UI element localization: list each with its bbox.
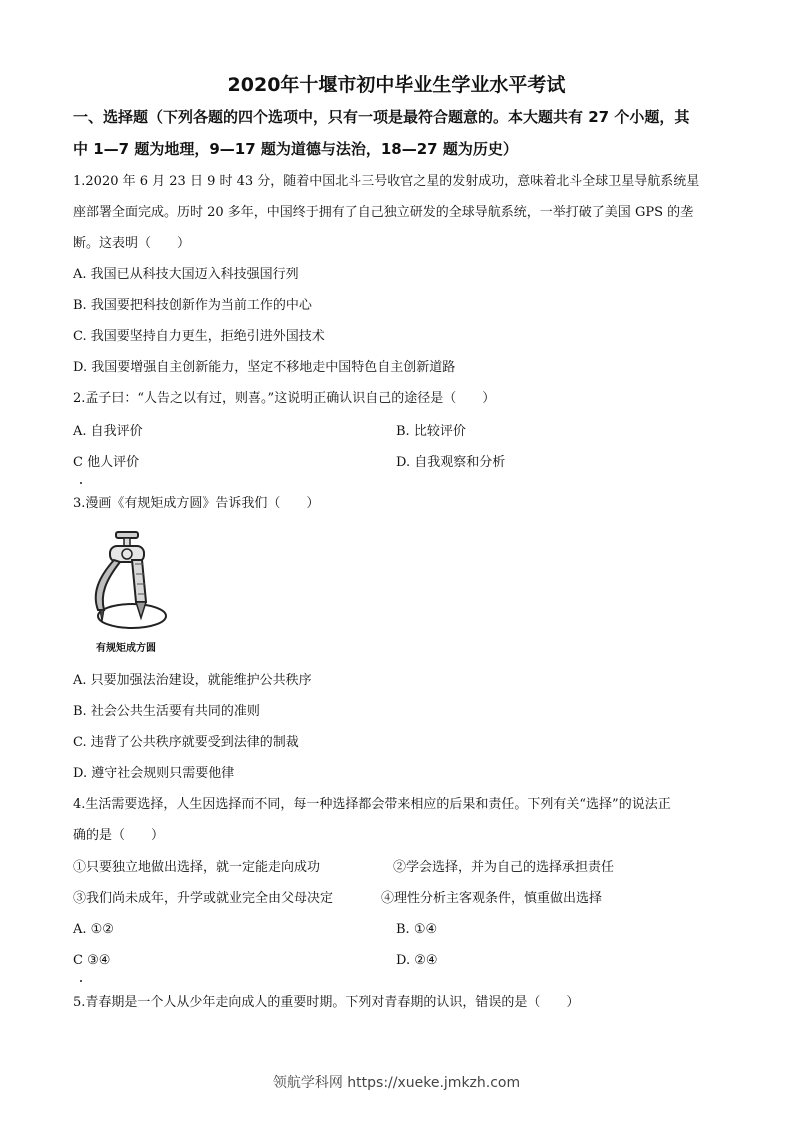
- q3-stem: 3.漫画《有规矩成方圆》告诉我们（ ）: [73, 496, 320, 511]
- q2-option-c: C 他人评价: [73, 455, 140, 470]
- q4-statement-3: ③我们尚未成年，升学或就业完全由父母决定: [73, 891, 334, 906]
- q2-option-d: D. 自我观察和分析: [396, 455, 506, 470]
- compass-illustration: [80, 530, 172, 642]
- q3-option-a: A. 只要加强法治建设，就能维护公共秩序: [73, 673, 312, 688]
- q4-option-b: B. ①④: [396, 922, 438, 937]
- section-header-line-2: 中 1—7 题为地理，9—17 题为道德与法治，18—27 题为历史）: [73, 140, 518, 158]
- exam-title: 2020年十堰市初中毕业生学业水平考试: [227, 74, 566, 96]
- scan-speck: [80, 980, 82, 982]
- q2-option-a: A. 自我评价: [73, 424, 143, 439]
- q5-stem: 5.青春期是一个人从少年走向成人的重要时期。下列对青春期的认识，错误的是（ ）: [73, 995, 580, 1010]
- q1-stem-line-2: 座部署全面完成。历时 20 多年，中国终于拥有了自己独立研发的全球导航系统，一举打破了美国 GPS 的垄: [73, 205, 694, 220]
- q2-option-b: B. 比较评价: [396, 424, 466, 439]
- q1-option-b: B. 我国要把科技创新作为当前工作的中心: [73, 298, 312, 313]
- q1-stem-line-3: 断。这表明（ ）: [73, 236, 191, 251]
- q1-option-c: C. 我国要坚持自力更生，拒绝引进外国技术: [73, 329, 325, 344]
- page-footer-watermark: 领航学科网 https://xueke.jmkzh.com: [272, 1075, 521, 1091]
- figure-caption: 有规矩成方圆: [96, 643, 156, 654]
- q4-stem-line-2: 确的是（ ）: [73, 828, 165, 843]
- q4-statement-2: ②学会选择，并为自己的选择承担责任: [393, 860, 615, 875]
- cartoon-compass-figure: [80, 530, 172, 656]
- q4-statement-1: ①只要独立地做出选择，就一定能走向成功: [73, 860, 321, 875]
- q3-option-b: B. 社会公共生活要有共同的准则: [73, 704, 260, 719]
- q4-statement-4: ④理性分析主客观条件，慎重做出选择: [381, 891, 603, 906]
- q2-stem: 2.孟子曰：“人告之以有过，则喜。”这说明正确认识自己的途径是（ ）: [73, 391, 496, 406]
- scan-speck: [80, 482, 82, 484]
- q1-option-a: A. 我国已从科技大国迈入科技强国行列: [73, 267, 299, 282]
- q3-option-d: D. 遵守社会规则只需要他律: [73, 766, 235, 781]
- q4-option-a: A. ①②: [73, 922, 114, 937]
- q4-option-c: C ③④: [73, 953, 111, 968]
- q1-stem-line-1: 1.2020 年 6 月 23 日 9 时 43 分，随着中国北斗三号收官之星的发射成功，意味着北斗全球卫星导航系统星: [73, 174, 700, 189]
- q4-stem-line-1: 4.生活需要选择，人生因选择而不同，每一种选择都会带来相应的后果和责任。下列有关“选择”的说法正: [73, 797, 671, 812]
- q4-option-d: D. ②④: [396, 953, 438, 968]
- q3-option-c: C. 违背了公共秩序就要受到法律的制裁: [73, 735, 299, 750]
- section-header-line-1: 一、选择题（下列各题的四个选项中，只有一项是最符合题意的。本大题共有 27 个小题，其: [73, 108, 690, 126]
- q1-option-d: D. 我国要增强自主创新能力，坚定不移地走中国特色自主创新道路: [73, 360, 456, 375]
